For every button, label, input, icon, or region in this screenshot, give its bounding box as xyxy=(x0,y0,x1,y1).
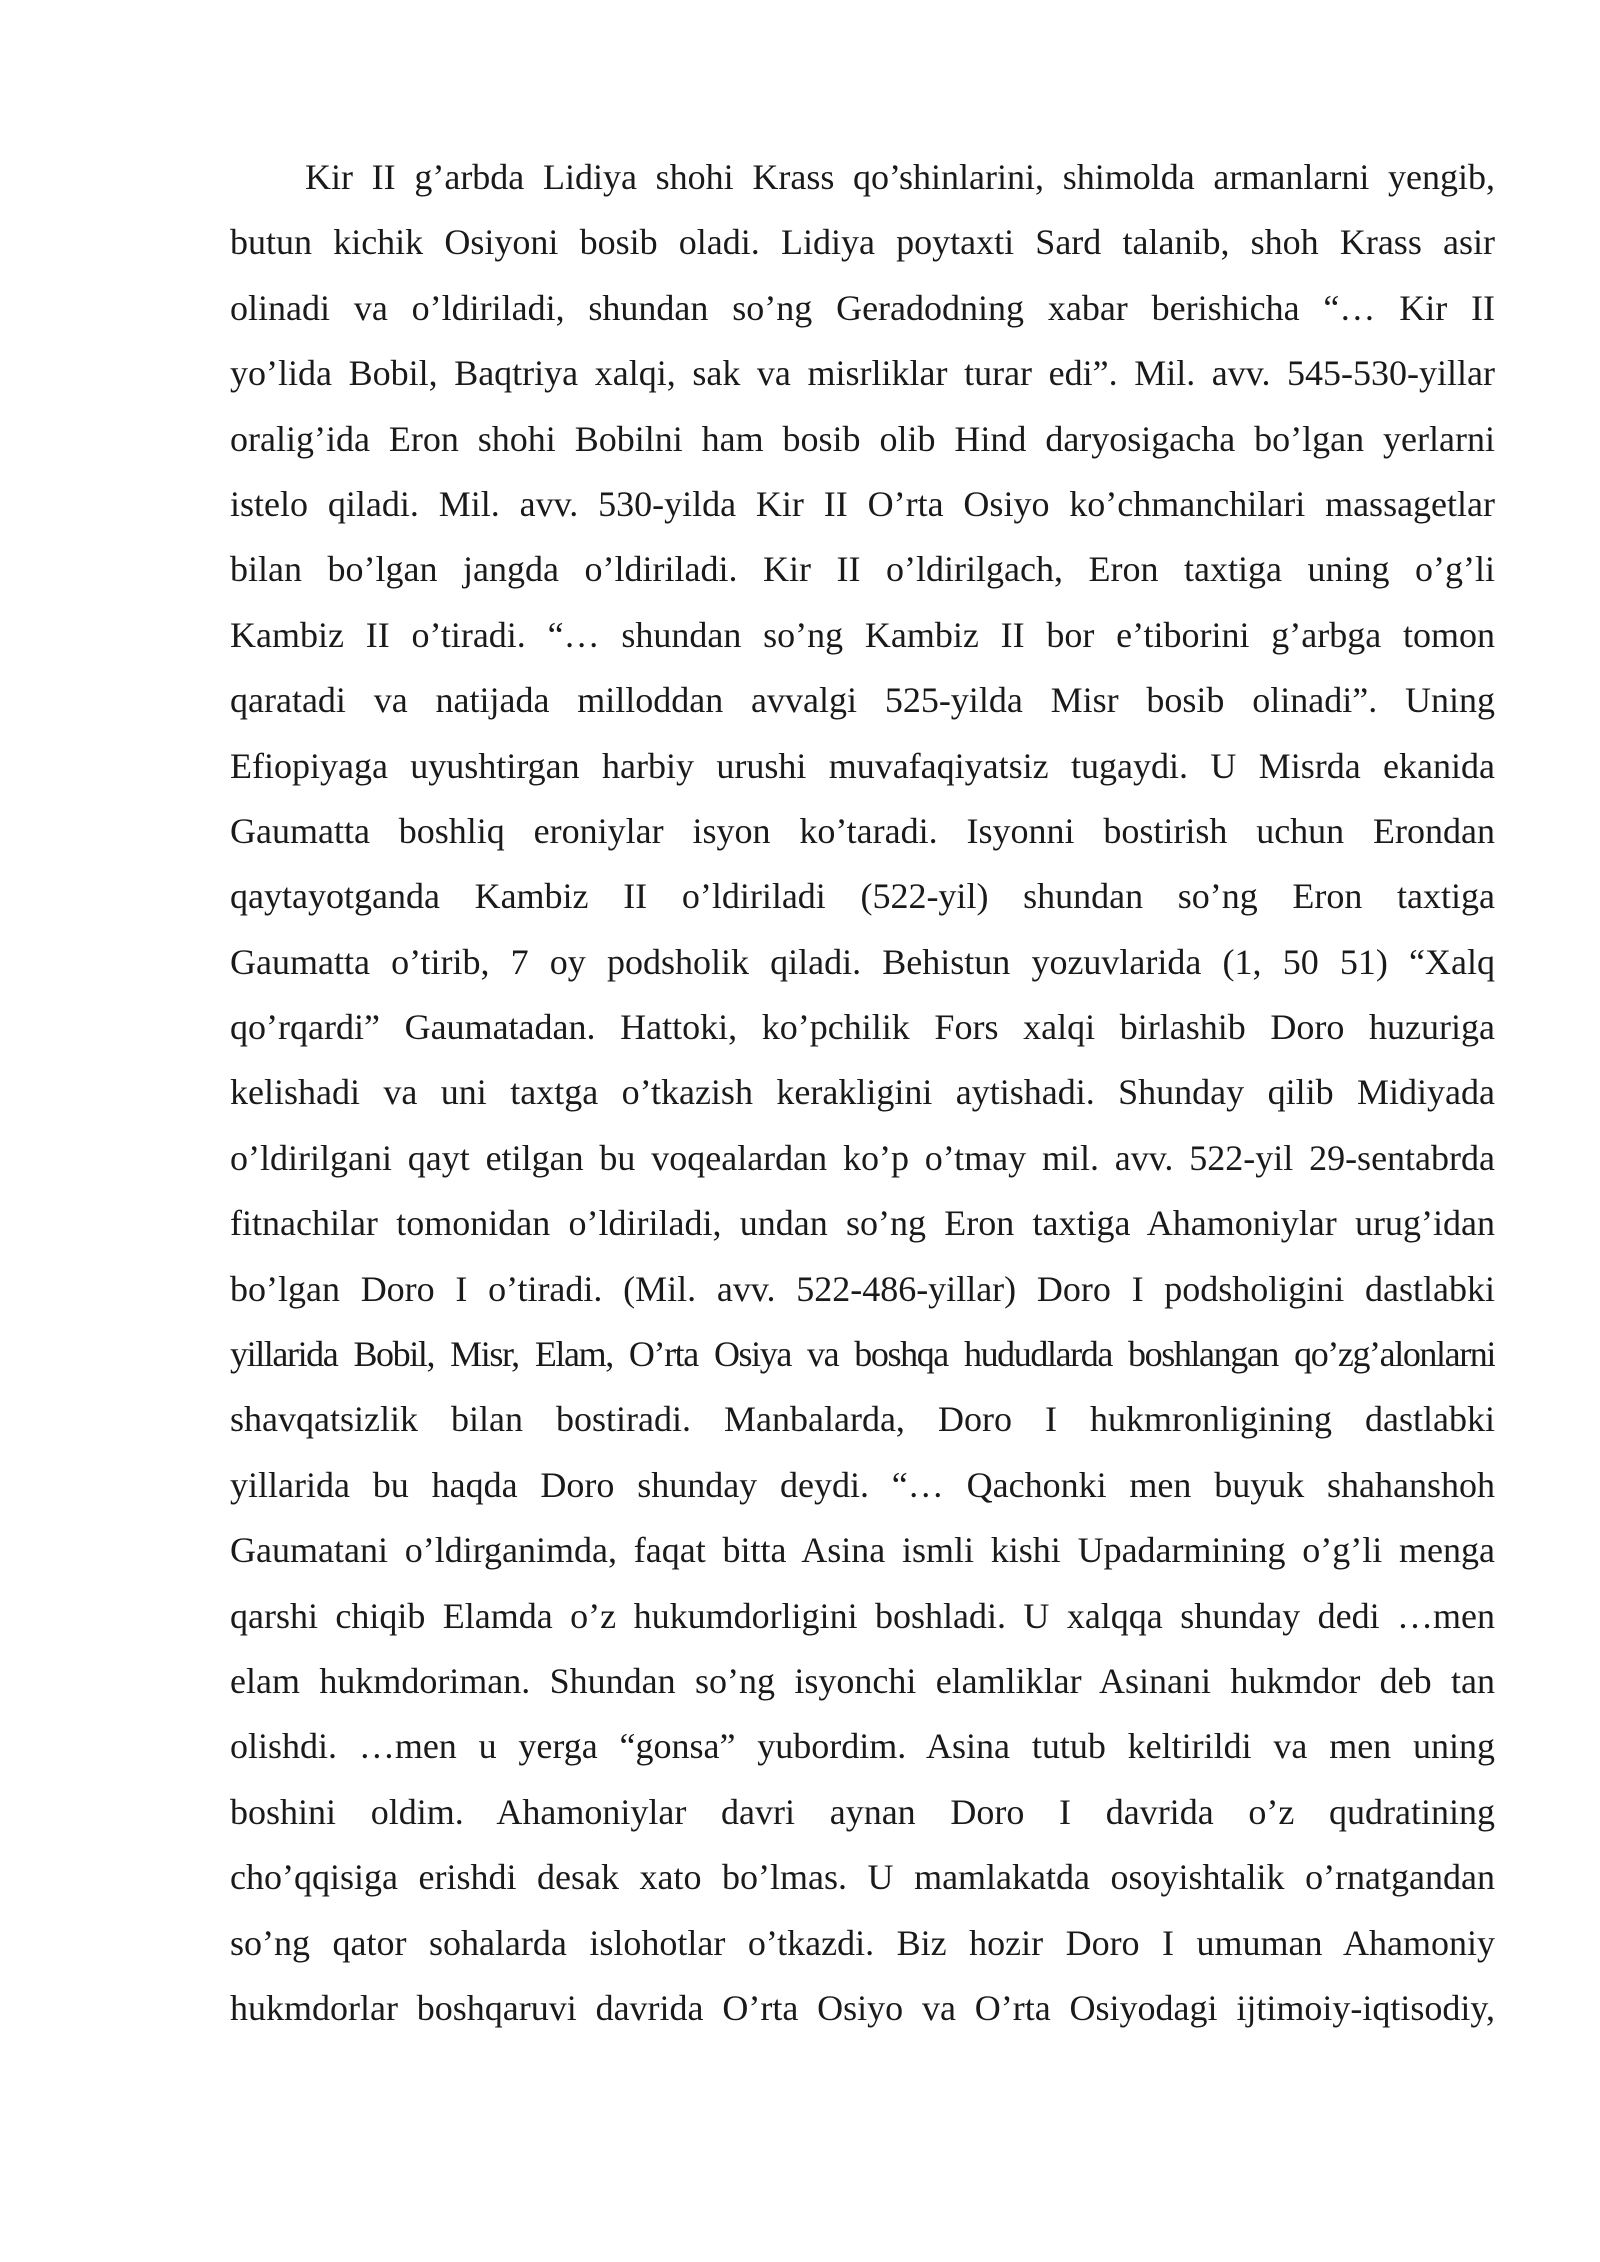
body-paragraph xyxy=(230,145,1495,2041)
text-line: hukmdorlar boshqaruvi davrida O’rta Osiyo va O’rta Osiyodagi ijtimoiy-iqtisodiy, xyxy=(230,1987,1495,2028)
text-line: Kir II g’arbda Lidiya shohi Krass qo’shinlarini, shimolda armanlarni yengib, xyxy=(305,157,1495,197)
text-line: bo’lgan Doro I o’tiradi. (Mil. avv. 522-486-yillar) Doro I podsholigini dastlabki xyxy=(230,1268,1495,1309)
text-line: olinadi va o’ldiriladi, shundan so’ng Geradodning xabar berishicha “… Kir II xyxy=(230,287,1495,328)
text-line: oralig’ida Eron shohi Bobilni ham bosib olib Hind daryosigacha bo’lgan yerlarni xyxy=(230,418,1495,459)
text-line: yillarida Bobil, Misr, Elam, O’rta Osiya va boshqa hududlarda boshlangan qo’zg’alonlarni xyxy=(230,1334,1495,1375)
text-line: bilan bo’lgan jangda o’ldiriladi. Kir II o’ldirilgach, Eron taxtiga uning o’g’li xyxy=(230,549,1495,590)
text-line: Efiopiyaga uyushtirgan harbiy urushi muvafaqiyatsiz tugaydi. U Misrda ekanida xyxy=(230,745,1495,786)
text-line: Kambiz II o’tiradi. “… shundan so’ng Kambiz II bor e’tiborini g’arbga tomon xyxy=(230,614,1495,655)
text-line: so’ng qator sohalarda islohotlar o’tkazdi. Biz hozir Doro I umuman Ahamoniy xyxy=(230,1922,1495,1963)
text-line: yo’lida Bobil, Baqtriya xalqi, sak va misrliklar turar edi”. Mil. avv. 545-530-yillar xyxy=(230,353,1495,394)
text-line: Gaumatta boshliq eroniylar isyon ko’taradi. Isyonni bostirish uchun Erondan xyxy=(230,810,1495,851)
text-line: shavqatsizlik bilan bostiradi. Manbalarda, Doro I hukmronligining dastlabki xyxy=(230,1399,1495,1440)
text-line: Gaumatani o’ldirganimda, faqat bitta Asina ismli kishi Upadarmining o’g’li menga xyxy=(230,1530,1495,1571)
text-line: cho’qqisiga erishdi desak xato bo’lmas. U mamlakatda osoyishtalik o’rnatgandan xyxy=(230,1857,1495,1898)
text-line: qo’rqardi” Gaumatadan. Hattoki, ko’pchilik Fors xalqi birlashib Doro huzuriga xyxy=(230,1007,1495,1048)
text-line: yillarida bu haqda Doro shunday deydi. “… Qachonki men buyuk shahanshoh xyxy=(230,1464,1495,1505)
text-line: kelishadi va uni taxtga o’tkazish kerakligini aytishadi. Shunday qilib Midiyada xyxy=(230,1072,1495,1113)
text-line: qaytayotganda Kambiz II o’ldiriladi (522-yil) shundan so’ng Eron taxtiga xyxy=(230,876,1495,917)
text-line: qarshi chiqib Elamda o’z hukumdorligini boshladi. U xalqqa shunday dedi …men xyxy=(230,1595,1495,1636)
text-line: o’ldirilgani qayt etilgan bu voqealardan ko’p o’tmay mil. avv. 522-yil 29-sentabrda xyxy=(230,1137,1495,1178)
text-line: Gaumatta o’tirib, 7 oy podsholik qiladi. Behistun yozuvlarida (1, 50 51) “Xalq xyxy=(230,941,1495,982)
text-line: fitnachilar tomonidan o’ldiriladi, undan so’ng Eron taxtiga Ahamoniylar urug’idan xyxy=(230,1203,1495,1244)
text-line: istelo qiladi. Mil. avv. 530-yilda Kir II O’rta Osiyo ko’chmanchilari massagetlar xyxy=(230,483,1495,524)
text-line: butun kichik Osiyoni bosib oladi. Lidiya poytaxti Sard talanib, shoh Krass asir xyxy=(230,222,1495,263)
text-line: elam hukmdoriman. Shundan so’ng isyonchi elamliklar Asinani hukmdor deb tan xyxy=(230,1660,1495,1701)
text-line: boshini oldim. Ahamoniylar davri aynan Doro I davrida o’z qudratining xyxy=(230,1791,1495,1832)
text-line: qaratadi va natijada milloddan avvalgi 525-yilda Misr bosib olinadi”. Uning xyxy=(230,680,1495,721)
text-line: olishdi. …men u yerga “gonsa” yubordim. Asina tutub keltirildi va men uning xyxy=(230,1726,1495,1767)
